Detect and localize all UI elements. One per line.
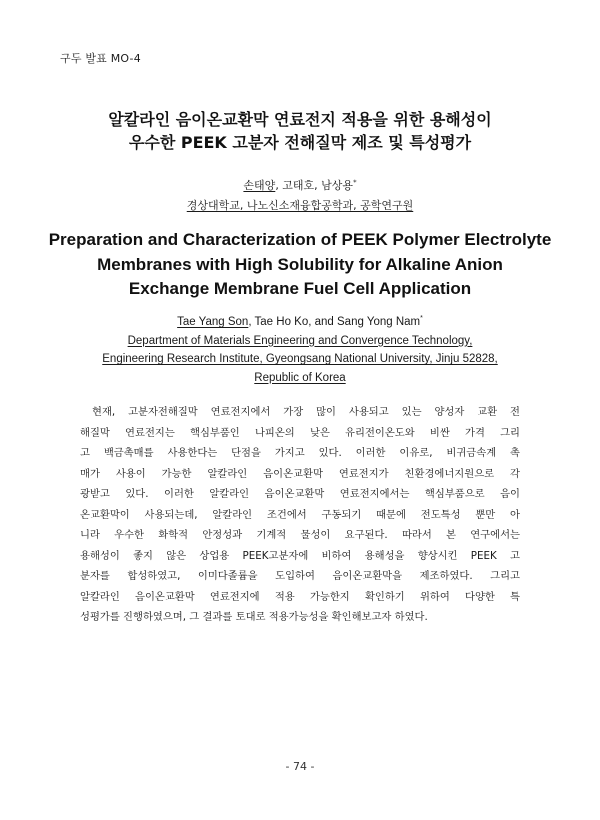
abstract-line: 성평가를 진행하였으며, 그 결과를 토대로 적용가능성을 확인해보고자 하였다.	[80, 611, 428, 623]
abstract-line: 광받고 있다. 이러한 알칼라인 음이온교환막 연료전지에서는 핵심부품으로 음이	[80, 488, 520, 500]
abstract-line: 용해성이 좋지 않은 상업용 PEEK고분자에 비하여 용해성을 향상시킨 PEEK 고	[80, 549, 520, 562]
english-authors	[40, 313, 560, 332]
abstract-line: 온교환막이 사용되는데, 알칼라인 조건에서 구동되기 때문에 전도특성 뿐만 아	[80, 508, 520, 521]
abstract-body	[80, 402, 520, 628]
korean-coauthor-names: , 고태호, 남상용	[275, 179, 354, 192]
english-affiliation-line: Department of Materials Engineering and Convergence Technology,	[127, 334, 473, 347]
english-author-block	[40, 313, 560, 387]
english-title	[40, 228, 560, 302]
korean-authors	[0, 176, 600, 196]
corresponding-author-mark: *	[353, 178, 357, 187]
english-affiliation-line: Engineering Research Institute, Gyeongsang National University, Jinju 52828,	[102, 353, 498, 365]
abstract-line: 해질막 연료전지는 핵심부품인 나피온의 낮은 유리전이온도와 비싼 가격 그리	[80, 426, 520, 439]
korean-author-block	[0, 176, 600, 216]
korean-title-line: 알칼라인 음이온교환막 연료전지 적용을 위한 용해성이	[108, 110, 492, 129]
abstract-line: 매가 사용이 가능한 알칼라인 음이온교환막 연료전지가 친환경에너지원으로 각	[80, 467, 520, 480]
page-number: - 74 -	[285, 760, 315, 773]
english-affiliation-line: Republic of Korea	[254, 371, 346, 384]
corresponding-author-mark: *	[420, 315, 423, 323]
english-presenter-name: Tae Yang Son	[177, 316, 249, 328]
english-title-line: Exchange Membrane Fuel Cell Application	[128, 279, 472, 298]
abstract-line: 알칼라인 음이온교환막 연료전지에 적용 가능한지 확인하기 위하여 다양한 특	[80, 590, 520, 603]
korean-affiliation: 경상대학교, 나노신소재융합공학과, 공학연구원	[186, 199, 414, 212]
korean-title	[0, 108, 600, 154]
english-coauthor-names: , Tae Ho Ko, and Sang Yong Nam	[248, 316, 421, 328]
abstract-line: 니라 우수한 화학적 안정성과 기계적 물성이 요구된다. 따라서 본 연구에서는	[80, 529, 520, 541]
abstract-line: 고 백금촉매를 사용한다는 단점을 가지고 있다. 이러한 이유로, 비귀금속계 촉	[80, 447, 520, 459]
english-title-line: Membranes with High Solubility for Alkaline Anion	[97, 254, 503, 274]
abstract-line: 분자를 합성하였고, 이미다졸륨을 도입하여 음이온교환막을 제조하였다. 그리고	[80, 570, 520, 582]
abstract-line: 현재, 고분자전해질막 연료전지에서 가장 많이 사용되고 있는 양성자 교환 전	[92, 406, 520, 418]
english-title-line: Preparation and Characterization of PEEK Polymer Electrolyte	[48, 230, 552, 249]
session-label: 구두 발표 MO-4	[60, 52, 141, 65]
korean-title-line: 우수한 PEEK 고분자 전해질막 제조 및 특성평가	[128, 133, 472, 152]
korean-presenter-name: 손태양	[243, 179, 276, 192]
